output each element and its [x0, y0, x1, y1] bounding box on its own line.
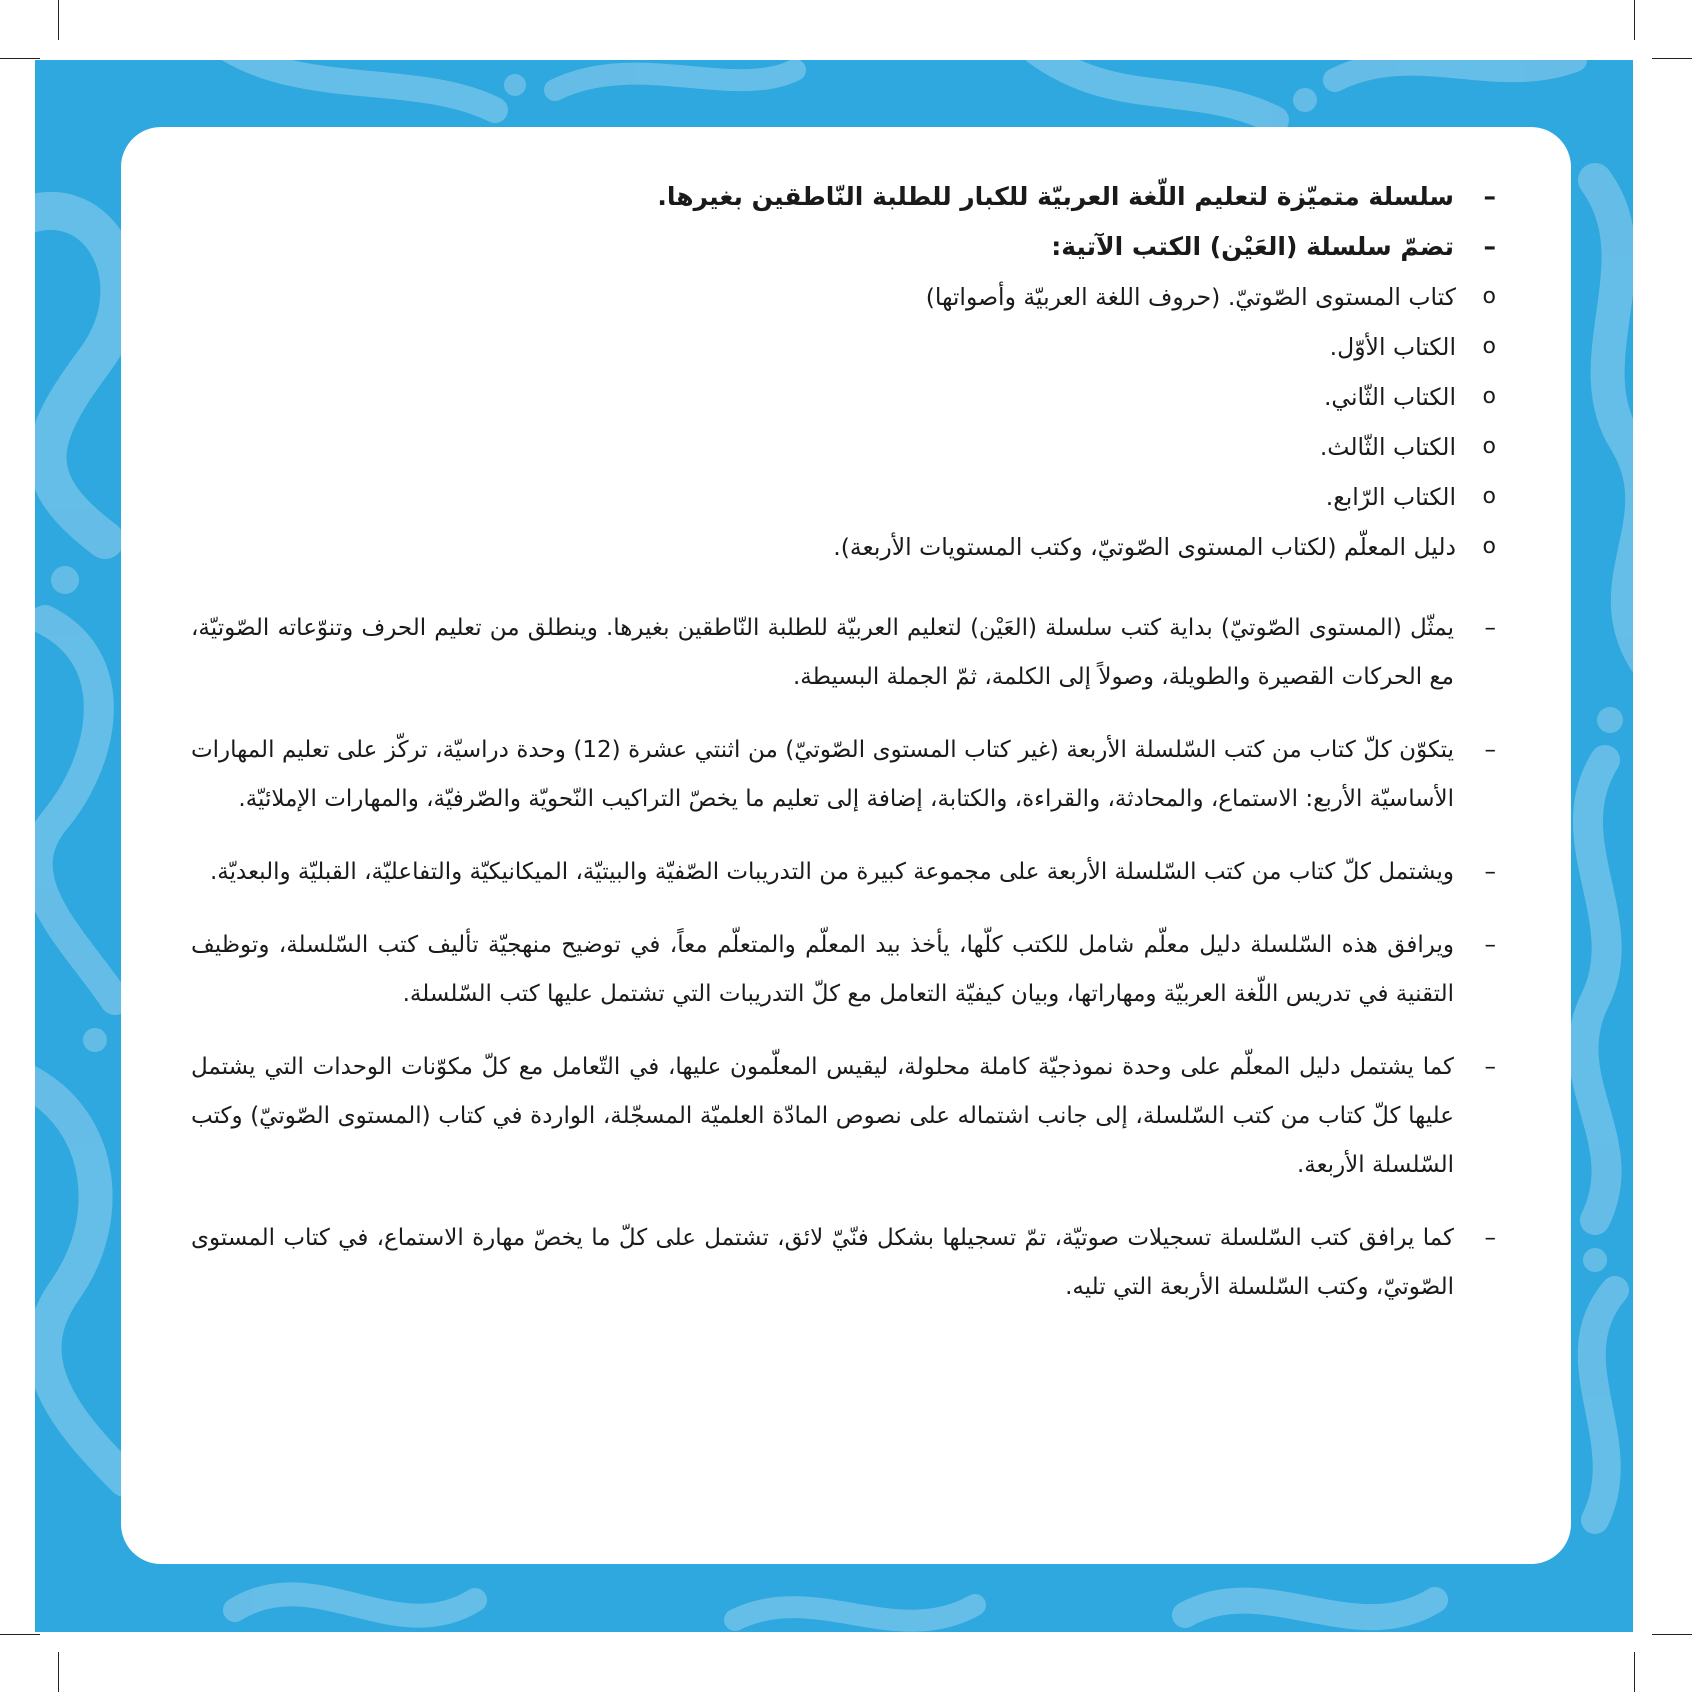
paragraph-text: كما يشتمل دليل المعلّم على وحدة نموذجيّة كاملة محلولة، ليقيس المعلّمون عليها، في التّعامل مع كلّ مكوّنات الوحدات التي يشتمل عليها كلّ كتاب من كتب السّلسلة، إلى جانب اشتماله على نصوص المادّة العلميّة المسجّلة، الواردة في كتاب (المستوى الصّوتيّ) وكتب السّلسلة الأربعة. — [191, 1054, 1454, 1178]
book-title: الكتاب الأوّل. — [1329, 333, 1456, 361]
book-title: الكتاب الثّاني. — [1323, 383, 1456, 411]
bullet-icon: o — [1482, 534, 1496, 559]
crop-mark — [1652, 1634, 1692, 1635]
dash-marker: – — [1484, 1054, 1496, 1080]
series-contents-heading-text: تضمّ سلسلة (العَيْن) الكتب الآتية: — [1051, 232, 1454, 261]
dash-marker: – — [1484, 932, 1496, 958]
book-title: الكتاب الثّالث. — [1319, 433, 1456, 461]
dash-marker: – — [1484, 1225, 1496, 1251]
paragraph-phonetic-level — [191, 604, 1496, 702]
list-item — [191, 422, 1496, 472]
content — [191, 172, 1496, 1335]
dash-marker: – — [1484, 615, 1496, 641]
crop-mark — [1634, 0, 1635, 40]
bullet-icon: o — [1482, 384, 1496, 409]
list-item — [191, 472, 1496, 522]
series-description-text: سلسلة متميّزة لتعليم اللّغة العربيّة للكبار للطلبة النّاطقين بغيرها. — [657, 182, 1454, 211]
paragraph-audio — [191, 1214, 1496, 1312]
paragraph-model-unit — [191, 1043, 1496, 1190]
series-contents-heading — [191, 222, 1496, 272]
text-card — [121, 127, 1571, 1564]
crop-mark — [58, 0, 59, 40]
paragraph-exercises — [191, 848, 1496, 897]
dash-marker: – — [1483, 182, 1496, 211]
bullet-icon: o — [1482, 484, 1496, 509]
dash-marker: – — [1484, 859, 1496, 885]
crop-mark — [0, 1634, 40, 1635]
book-list — [191, 272, 1496, 572]
bullet-icon: o — [1482, 434, 1496, 459]
paragraph-text: ويرافق هذه السّلسلة دليل معلّم شامل للكتب كلّها، يأخذ بيد المعلّم والمتعلّم معاً، في توضيح منهجيّة تأليف كتب السّلسلة، وتوظيف التقنية في تدريس اللّغة العربيّة ومهاراتها، وبيان كيفيّة التعامل مع كلّ التدريبات التي تشتمل عليها كتب السّلسلة. — [191, 932, 1454, 1007]
book-title: كتاب المستوى الصّوتيّ. (حروف اللغة العربيّة وأصواتها) — [925, 283, 1456, 311]
paragraph-book-units — [191, 726, 1496, 824]
bullet-icon: o — [1482, 284, 1496, 309]
book-title: الكتاب الرّابع. — [1325, 483, 1456, 511]
list-item — [191, 322, 1496, 372]
paragraph-teacher-guide — [191, 921, 1496, 1019]
crop-mark — [1652, 58, 1692, 59]
dash-marker: – — [1484, 737, 1496, 763]
crop-mark — [0, 58, 40, 59]
bullet-icon: o — [1482, 334, 1496, 359]
book-title: دليل المعلّم (لكتاب المستوى الصّوتيّ، وكتب المستويات الأربعة). — [833, 533, 1456, 561]
paragraph-text: ويشتمل كلّ كتاب من كتب السّلسلة الأربعة على مجموعة كبيرة من التدريبات الصّفيّة والبيتيّة، الميكانيكيّة والتفاعليّة، القبليّة والبعديّة. — [209, 859, 1454, 885]
list-item — [191, 372, 1496, 422]
crop-mark — [58, 1652, 59, 1692]
crop-mark — [1634, 1652, 1635, 1692]
paragraph-text: كما يرافق كتب السّلسلة تسجيلات صوتيّة، تمّ تسجيلها بشكل فنّيّ لائق، تشتمل على كلّ ما يخصّ مهارة الاستماع، في كتاب المستوى الصّوتيّ، وكتب السّلسلة الأربعة التي تليه. — [191, 1225, 1454, 1300]
dash-marker: – — [1483, 232, 1496, 261]
paragraph-text: يمثّل (المستوى الصّوتيّ) بداية كتب سلسلة (العَيْن) لتعليم العربيّة للطلبة النّاطقين بغيرها. وينطلق من تعليم الحرف وتنوّعاته الصّوتيّة، مع الحركات القصيرة والطويلة، وصولاً إلى الكلمة، ثمّ الجملة البسيطة. — [191, 615, 1454, 690]
series-description — [191, 172, 1496, 222]
paragraph-text: يتكوّن كلّ كتاب من كتب السّلسلة الأربعة (غير كتاب المستوى الصّوتيّ) من اثنتي عشرة (12) وحدة دراسيّة، تركّز على تعليم المهارات الأساسيّة الأربع: الاستماع، والمحادثة، والقراءة، والكتابة، إضافة إلى تعليم ما يخصّ التراكيب النّحويّة والصّرفيّة، والمهارات الإملائيّة. — [191, 737, 1454, 812]
list-item — [191, 522, 1496, 572]
list-item — [191, 272, 1496, 322]
cover-background — [35, 60, 1633, 1632]
